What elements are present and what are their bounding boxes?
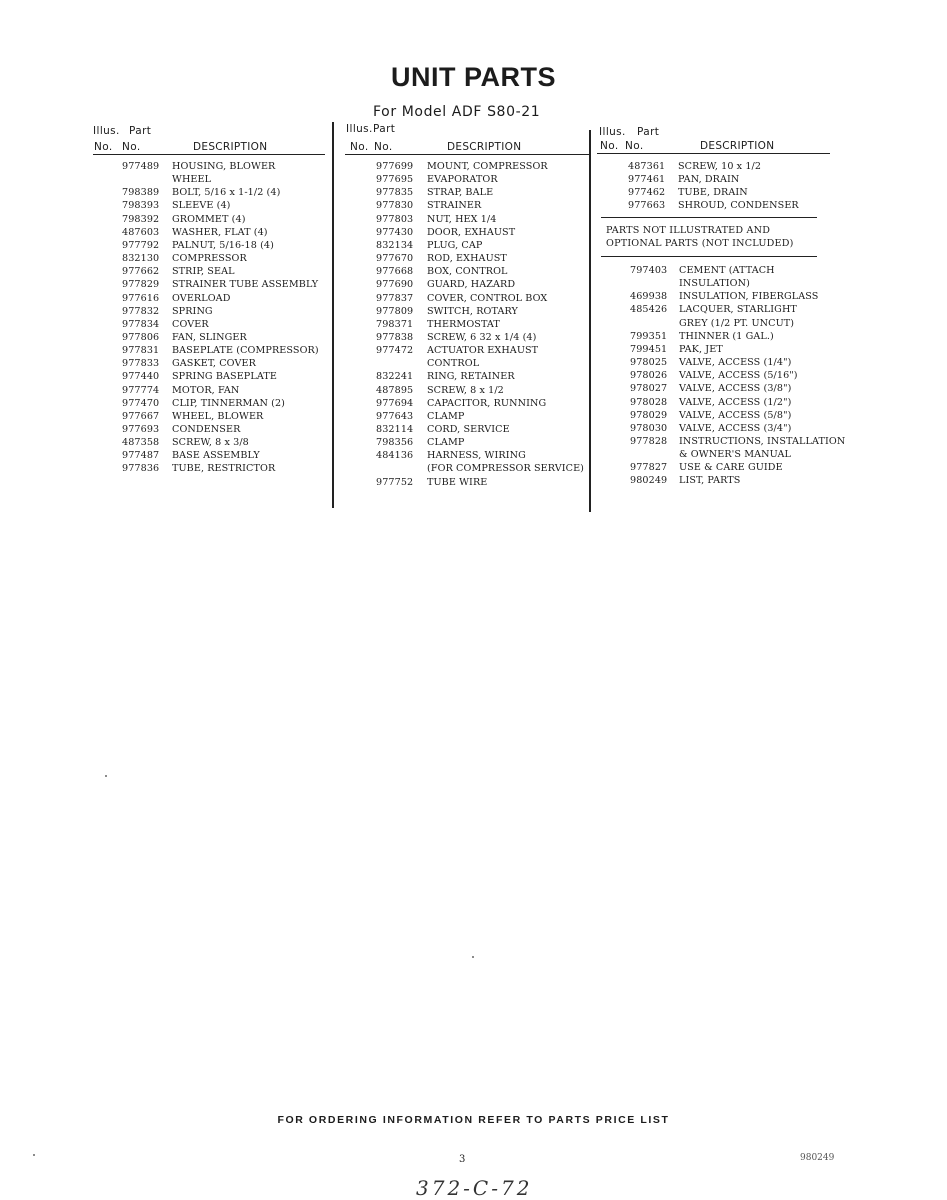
part-description: LACQUER, STARLIGHT — [679, 304, 797, 316]
part-number: 977827 — [630, 462, 668, 474]
part-number: 977834 — [122, 318, 160, 330]
part-number: 977806 — [122, 331, 160, 343]
part-description: STRIP, SEAL — [172, 266, 235, 278]
header-illus-no: No. — [350, 141, 369, 153]
header-illus-label: Illus. — [599, 126, 626, 138]
part-description: DOOR, EXHAUST — [427, 226, 516, 238]
part-description: VALVE, ACCESS (1/4") — [679, 357, 792, 369]
part-number: 977836 — [122, 463, 160, 475]
part-description: LIST, PARTS — [679, 475, 741, 487]
part-description: THINNER (1 GAL.) — [679, 330, 774, 342]
part-number: 487603 — [122, 226, 160, 238]
part-description: TUBE, RESTRICTOR — [172, 463, 276, 475]
part-description: & OWNER'S MANUAL — [679, 449, 792, 461]
header-rule — [597, 153, 830, 154]
part-number: 487895 — [376, 384, 414, 396]
header-description: DESCRIPTION — [700, 140, 775, 152]
part-description: BASE ASSEMBLY — [172, 450, 260, 462]
part-description: HOUSING, BLOWER — [172, 161, 276, 172]
part-description: SPRING BASEPLATE — [172, 371, 277, 383]
part-number: 978030 — [630, 422, 668, 434]
part-description: SPRING — [172, 305, 213, 317]
part-description: VALVE, ACCESS (1/2") — [679, 396, 792, 408]
part-description: RING, RETAINER — [427, 371, 515, 383]
column-divider-right — [589, 130, 591, 512]
part-number: 798356 — [376, 437, 414, 449]
part-description: INSTRUCTIONS, INSTALLATION — [679, 435, 846, 447]
part-number: 977487 — [122, 450, 160, 462]
header-part-label: Part — [373, 123, 396, 135]
part-number: 977837 — [376, 292, 414, 304]
part-description: COMPRESSOR — [172, 253, 247, 265]
part-description: BASEPLATE (COMPRESSOR) — [172, 345, 319, 357]
part-description: CEMENT (ATTACH — [679, 265, 775, 276]
header-part-no: No. — [625, 140, 644, 152]
part-number: 977832 — [122, 305, 160, 317]
part-number: 977670 — [376, 253, 414, 265]
part-number: 977643 — [376, 410, 414, 422]
part-number: 977803 — [376, 213, 414, 225]
part-description: MOUNT, COMPRESSOR — [427, 161, 548, 172]
header-part-no: No. — [374, 141, 393, 153]
part-description: ACTUATOR EXHAUST — [427, 345, 539, 357]
part-number: 469938 — [630, 291, 668, 303]
part-number: 977440 — [122, 371, 160, 383]
part-number: 977461 — [628, 174, 666, 185]
part-description: SHROUD, CONDENSER — [678, 200, 799, 211]
header-illus-no: No. — [94, 141, 113, 153]
part-description: BOX, CONTROL — [427, 266, 508, 278]
part-number: 977690 — [376, 279, 414, 291]
header-illus-no: No. — [600, 140, 619, 152]
part-description: HARNESS, WIRING — [427, 450, 526, 462]
part-number: 977430 — [376, 226, 414, 238]
part-number: 978029 — [630, 409, 668, 421]
part-description: STRAINER — [427, 200, 482, 212]
part-description: SLEEVE (4) — [172, 200, 231, 212]
part-number: 798389 — [122, 187, 160, 199]
part-number: 484136 — [376, 450, 414, 462]
part-description: CAPACITOR, RUNNING — [427, 397, 547, 409]
column-divider-left — [332, 122, 334, 508]
part-description: CLAMP — [427, 437, 465, 449]
part-description: PLUG, CAP — [427, 239, 483, 251]
header-part-no: No. — [122, 141, 141, 153]
header-part-label: Part — [129, 125, 152, 137]
part-description: PAK, JET — [679, 343, 723, 355]
part-number: 977752 — [376, 476, 414, 488]
part-description: CONDENSER — [172, 424, 241, 435]
scan-speck — [105, 775, 107, 777]
part-description: COVER, CONTROL BOX — [427, 292, 548, 304]
part-number: 977809 — [376, 305, 414, 317]
part-description: TUBE, DRAIN — [678, 187, 748, 198]
header-description: DESCRIPTION — [193, 141, 268, 153]
part-number: 799451 — [630, 343, 668, 355]
part-number: 799351 — [630, 330, 668, 342]
part-description: SCREW, 8 x 3/8 — [172, 437, 249, 449]
part-description: TUBE WIRE — [427, 476, 488, 488]
part-description: PALNUT, 5/16-18 (4) — [172, 239, 274, 251]
part-description: SCREW, 8 x 1/2 — [427, 384, 504, 396]
part-description: STRAINER TUBE ASSEMBLY — [172, 279, 319, 291]
part-number: 977668 — [376, 266, 414, 278]
part-number: 977662 — [122, 266, 160, 278]
part-description: ROD, EXHAUST — [427, 253, 507, 265]
part-description: THERMOSTAT — [427, 318, 500, 330]
part-description: SCREW, 6 32 x 1/4 (4) — [427, 331, 537, 343]
header-rule — [345, 154, 590, 155]
part-description: NUT, HEX 1/4 — [427, 213, 497, 225]
handwritten-annotation: 372-C-72 — [416, 1176, 533, 1200]
part-number: 977829 — [122, 279, 160, 291]
ordering-footer: FOR ORDERING INFORMATION REFER TO PARTS PRICE LIST — [277, 1114, 670, 1126]
part-description: WHEEL — [172, 174, 212, 186]
part-number: 977774 — [122, 384, 160, 396]
part-number: 977828 — [630, 435, 668, 447]
part-number: 977667 — [122, 410, 160, 422]
part-description: VALVE, ACCESS (5/16") — [679, 370, 798, 382]
part-description: CORD, SERVICE — [427, 424, 510, 435]
note-line-2: OPTIONAL PARTS (NOT INCLUDED) — [606, 238, 794, 249]
part-description: CLIP, TINNERMAN (2) — [172, 397, 285, 409]
part-number: 977792 — [122, 239, 160, 251]
part-description: INSULATION) — [679, 278, 750, 290]
part-number: 977663 — [628, 200, 666, 211]
header-illus-label: Illus. — [346, 123, 373, 135]
part-description: FAN, SLINGER — [172, 331, 247, 343]
part-number: 798371 — [376, 318, 414, 330]
part-number: 980249 — [630, 475, 668, 487]
part-description: USE & CARE GUIDE — [679, 462, 783, 474]
part-number: 977833 — [122, 358, 160, 370]
part-number: 978026 — [630, 370, 668, 382]
part-number: 977616 — [122, 292, 160, 304]
part-number: 977831 — [122, 345, 160, 357]
part-description: PAN, DRAIN — [678, 174, 740, 185]
part-number: 977830 — [376, 200, 414, 212]
part-number: 798393 — [122, 200, 160, 212]
note-rule-bottom — [601, 256, 817, 257]
part-number: 485426 — [630, 304, 668, 316]
part-description: EVAPORATOR — [427, 174, 498, 186]
part-description: VALVE, ACCESS (5/8") — [679, 409, 792, 421]
part-description: WASHER, FLAT (4) — [172, 226, 268, 238]
part-number: 977835 — [376, 187, 414, 199]
part-number: 977470 — [122, 397, 160, 409]
part-description: OVERLOAD — [172, 292, 231, 304]
scan-speck — [33, 1154, 35, 1156]
header-description: DESCRIPTION — [447, 141, 522, 153]
part-description: (FOR COMPRESSOR SERVICE) — [427, 463, 585, 475]
part-description: CLAMP — [427, 410, 465, 422]
part-number: 798392 — [122, 213, 160, 225]
part-description: SCREW, 10 x 1/2 — [678, 161, 762, 172]
part-number: 977699 — [376, 161, 414, 172]
part-description: COVER — [172, 318, 209, 330]
part-description: CONTROL — [427, 358, 480, 370]
part-number: 487361 — [628, 161, 666, 172]
part-description: SWITCH, ROTARY — [427, 305, 518, 317]
part-number: 977472 — [376, 345, 414, 357]
part-number: 832134 — [376, 239, 414, 251]
part-number: 977462 — [628, 187, 666, 198]
page-title: UNIT PARTS — [391, 62, 556, 92]
part-number: 487358 — [122, 437, 160, 449]
note-rule-top — [601, 217, 817, 218]
part-number: 978028 — [630, 396, 668, 408]
header-illus-label: Illus. — [93, 125, 120, 137]
part-number: 978027 — [630, 383, 668, 395]
part-number: 797403 — [630, 265, 668, 276]
part-description: GUARD, HAZARD — [427, 279, 516, 291]
part-description: WHEEL, BLOWER — [172, 410, 264, 422]
part-number: 977838 — [376, 331, 414, 343]
page-subtitle: For Model ADF S80-21 — [373, 104, 541, 120]
part-description: GASKET, COVER — [172, 358, 256, 370]
part-description: BOLT, 5/16 x 1-1/2 (4) — [172, 187, 281, 199]
header-rule — [93, 154, 325, 155]
part-number: 978025 — [630, 357, 668, 369]
header-part-label: Part — [637, 126, 660, 138]
part-description: INSULATION, FIBERGLASS — [679, 291, 819, 303]
part-number: 832241 — [376, 371, 414, 383]
part-description: VALVE, ACCESS (3/8") — [679, 383, 792, 395]
document-number: 980249 — [800, 1153, 835, 1163]
page-number: 3 — [459, 1154, 466, 1165]
part-number: 832114 — [376, 424, 414, 435]
part-description: STRAP, BALE — [427, 187, 494, 199]
part-description: GROMMET (4) — [172, 213, 246, 225]
part-description: MOTOR, FAN — [172, 384, 240, 396]
part-number: 832130 — [122, 253, 160, 265]
part-number: 977695 — [376, 174, 414, 186]
part-description: GREY (1/2 PT. UNCUT) — [679, 317, 795, 329]
note-line-1: PARTS NOT ILLUSTRATED AND — [606, 225, 771, 236]
part-description: VALVE, ACCESS (3/4") — [679, 422, 792, 434]
scan-speck — [472, 956, 474, 958]
part-number: 977693 — [122, 424, 160, 435]
part-number: 977489 — [122, 161, 160, 172]
part-number: 977694 — [376, 397, 414, 409]
